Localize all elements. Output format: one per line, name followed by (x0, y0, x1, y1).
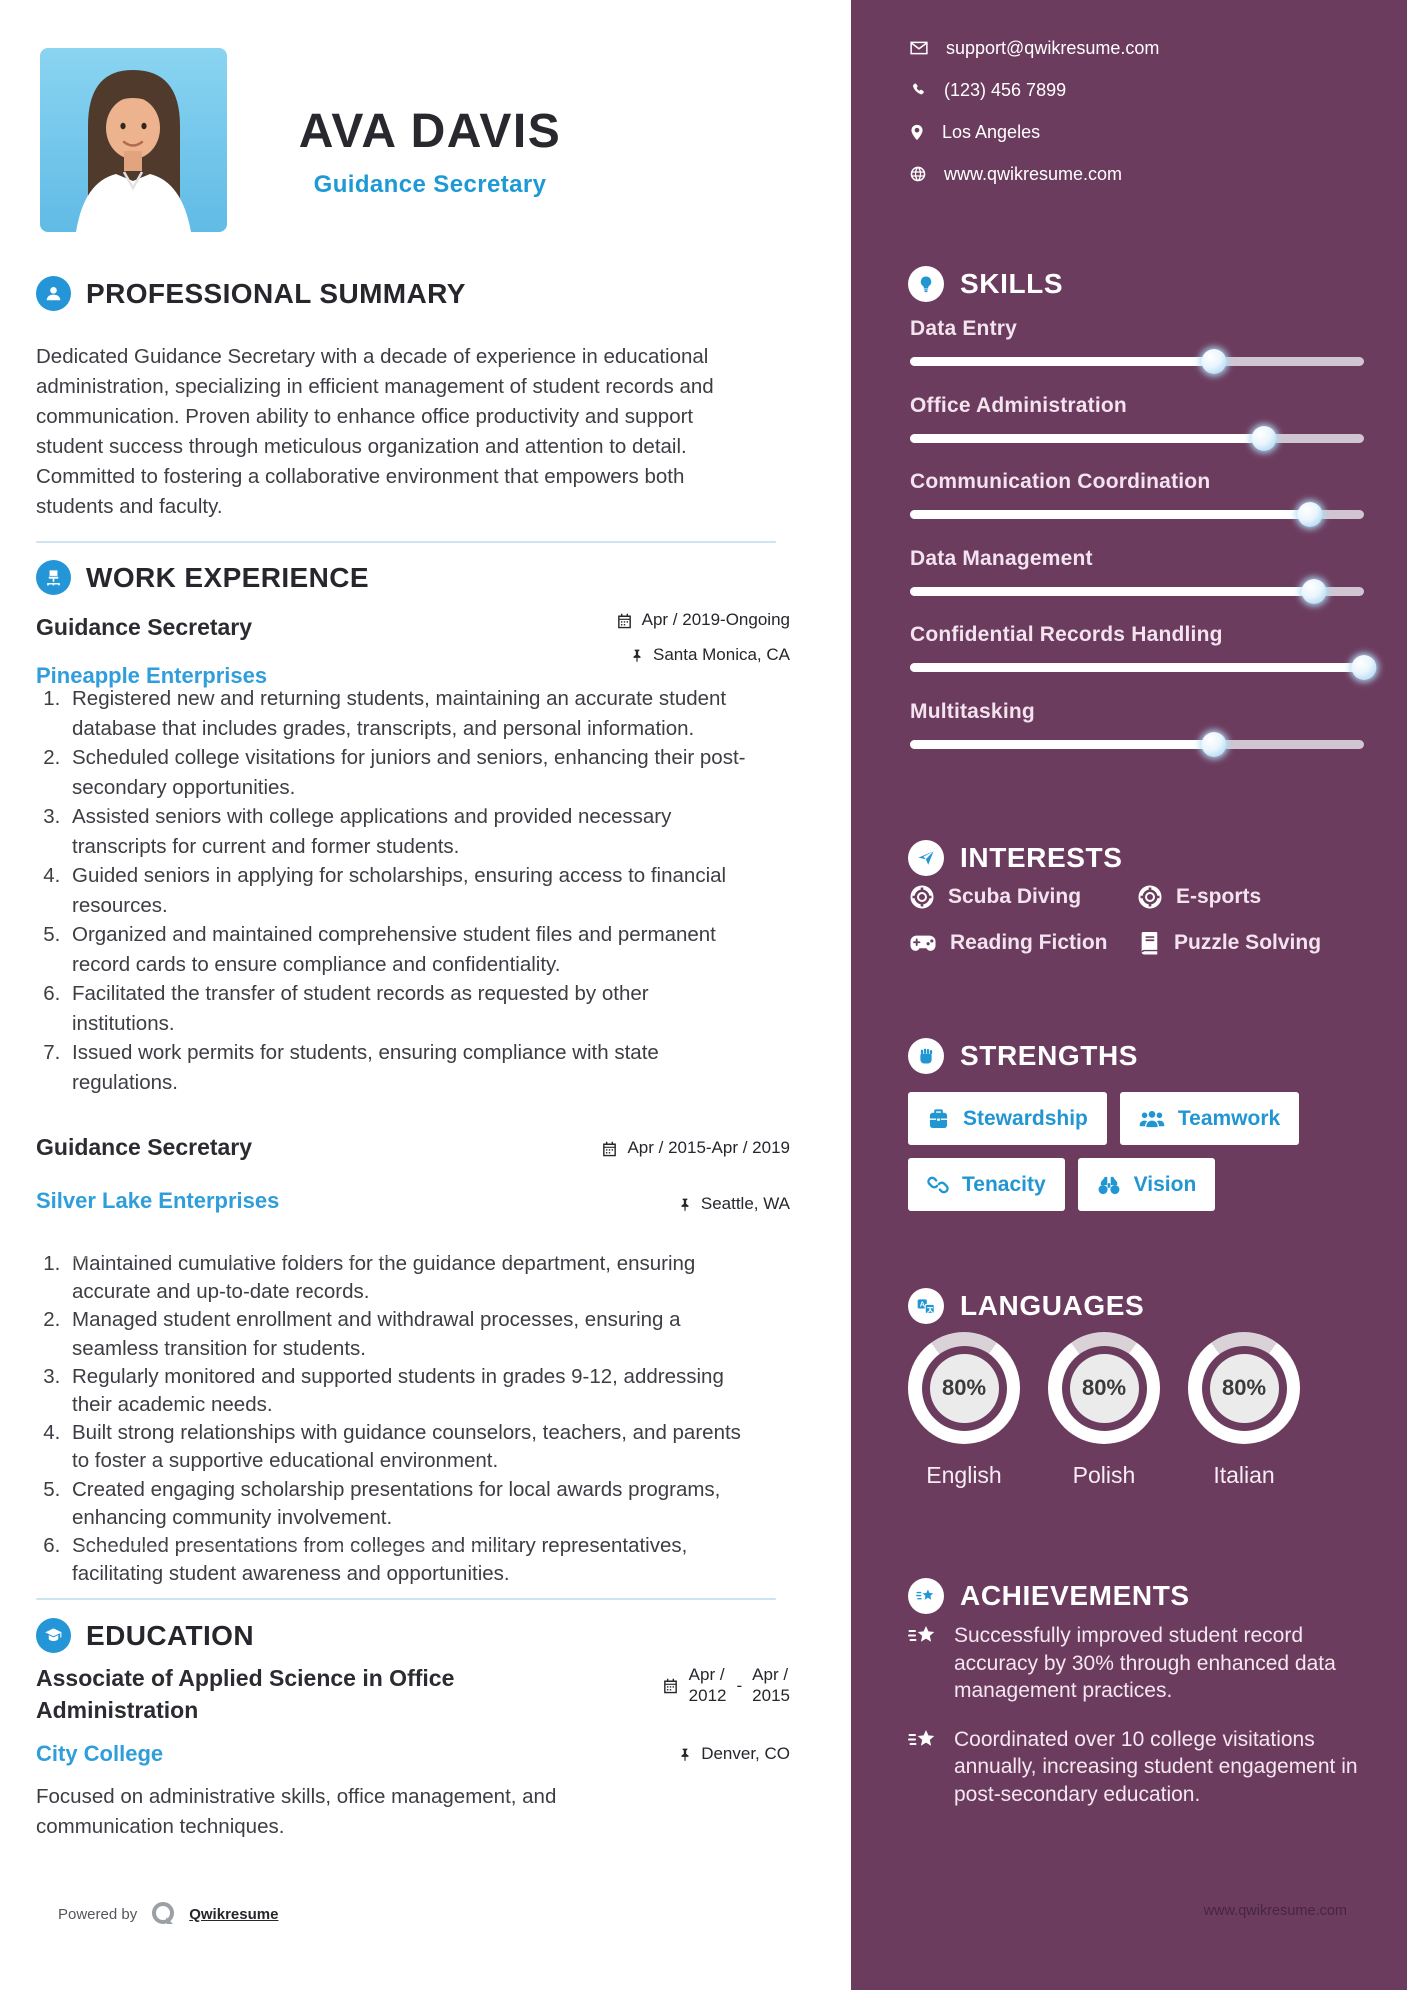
language-donut (908, 1332, 1020, 1444)
strength-chip (908, 1092, 1107, 1145)
edu-date-start-month: Apr / (688, 1665, 725, 1684)
section-divider (36, 1598, 776, 1600)
edu-date-end-month: Apr / (752, 1665, 789, 1684)
footer-website: www.qwikresume.com (1203, 1903, 1347, 1919)
skill-slider-fill (910, 740, 1214, 749)
interest-item (1138, 881, 1364, 913)
powered-by-label: Powered by (58, 1905, 138, 1923)
job-location-text: Santa Monica, CA (652, 645, 790, 664)
person-icon (36, 276, 71, 311)
job-bullet: 2. Managed student enrollment and withdrawal processes, ensuring a seamless transition for students. (66, 1306, 746, 1362)
contact-location: Los Angeles (942, 121, 1041, 142)
company-name: Silver Lake Enterprises (36, 1188, 280, 1213)
education-description: Focused on administrative skills, office management, and communication techniques. (36, 1785, 557, 1838)
job-date (601, 1138, 790, 1158)
achievement-item (908, 1726, 1368, 1809)
skills-list (910, 314, 1364, 773)
degree-title: Associate of Applied Science in Office Administration (36, 1665, 455, 1723)
summary-header (36, 276, 466, 311)
skill-slider-thumb (1202, 732, 1227, 757)
graduation-icon (36, 1618, 71, 1653)
language-item (908, 1332, 1020, 1489)
interests-heading: INTERESTS (960, 842, 1123, 873)
skill-item (910, 391, 1364, 468)
job-bullet: 4. Guided seniors in applying for scholarships, ensuring access to financial resources. (66, 861, 746, 920)
education-header (36, 1618, 254, 1653)
interest-label: E-sports (1176, 885, 1262, 908)
skill-slider-fill (910, 663, 1364, 672)
interest-label: Puzzle Solving (1174, 931, 1322, 954)
job-bullet: 5. Created engaging scholarship presentations for local awards programs, enhancing community involvement. (66, 1476, 746, 1532)
achievements-heading: ACHIEVEMENTS (960, 1580, 1190, 1611)
skill-label: Communication Coordination (910, 470, 1211, 493)
job-bullet-list (40, 1250, 746, 1588)
company-name: Pineapple Enterprises (36, 663, 268, 688)
footer-branding (58, 1900, 278, 1928)
language-percent: 80% (1081, 1375, 1127, 1400)
achievement-text: Coordinated over 10 college visitations annually, increasing student engagement in post-secondary education. (954, 1727, 1358, 1806)
briefcase-icon (927, 1108, 950, 1129)
interests-header (908, 840, 1123, 876)
interests-list (910, 881, 1364, 959)
strength-chip (1078, 1158, 1216, 1211)
calendar-icon (616, 612, 633, 629)
contact-email-row (910, 27, 1159, 69)
strength-label: Stewardship (963, 1106, 1088, 1130)
skill-slider-thumb (1302, 579, 1327, 604)
job-title: Guidance Secretary (36, 1134, 253, 1160)
contact-location-row (910, 111, 1159, 153)
location-pin-icon (910, 124, 924, 141)
skill-slider (910, 357, 1364, 366)
paper-plane-icon (908, 840, 944, 876)
skill-item (910, 314, 1364, 391)
education-location (678, 1744, 790, 1764)
achievements-header (908, 1578, 1190, 1614)
strengths-heading: STRENGTHS (960, 1040, 1139, 1071)
skill-item (910, 697, 1364, 774)
sidebar-divider (59, 1256, 513, 1259)
qwikresume-link[interactable]: Qwikresume (189, 1905, 279, 1923)
edu-date-end-year: 2015 (752, 1686, 790, 1705)
candidate-name: AVA DAVIS (298, 105, 562, 158)
skill-slider-fill (910, 357, 1214, 366)
strengths-header (908, 1038, 1138, 1074)
book-icon (1138, 931, 1160, 955)
skill-slider-fill (910, 587, 1314, 596)
job-bullet: 1. Registered new and returning students, maintaining an accurate student database that includes grades, transcripts, and personal information. (66, 684, 746, 743)
svg-text:A: A (919, 1300, 925, 1309)
skill-slider (910, 510, 1364, 519)
skill-label: Confidential Records Handling (910, 623, 1223, 646)
job-date (616, 610, 790, 630)
interest-label: Reading Fiction (950, 931, 1108, 954)
contact-phone-row (910, 69, 1159, 111)
team-icon (1139, 1109, 1165, 1129)
skill-item (910, 620, 1364, 697)
skill-slider-thumb (1352, 655, 1377, 680)
contact-email: support@qwikresume.com (946, 37, 1160, 58)
skill-slider (910, 663, 1364, 672)
life-ring-icon (1138, 885, 1162, 909)
job-title: Guidance Secretary (36, 614, 253, 640)
interest-item (910, 881, 1138, 913)
education-heading: EDUCATION (86, 1619, 254, 1651)
shooting-star-icon (908, 1624, 938, 1705)
pushpin-icon (678, 1197, 692, 1212)
edu-date-start-year: 2012 (688, 1686, 727, 1705)
job-bullet: 5. Organized and maintained comprehensive student files and permanent record cards to ensure compliance and confidentiality. (66, 920, 746, 979)
job-bullet: 6. Facilitated the transfer of student records as requested by other institutions. (66, 979, 746, 1038)
envelope-icon (910, 41, 928, 55)
skill-slider-thumb (1202, 349, 1227, 374)
interest-label: Scuba Diving (948, 885, 1082, 908)
job-bullet: 7. Issued work permits for students, ensuring compliance with state regulations. (66, 1038, 746, 1097)
life-ring-icon (910, 885, 934, 909)
skill-label: Data Management (910, 546, 1093, 570)
achievement-text: Successfully improved student record accuracy by 30% through enhanced data management practices. (954, 1624, 1336, 1702)
language-label: Italian (1213, 1462, 1275, 1488)
shooting-star-icon (908, 1728, 938, 1809)
sidebar-divider (59, 1546, 513, 1549)
job-date-text: Apr / 2015-Apr / 2019 (627, 1138, 790, 1157)
sidebar-divider (59, 1006, 513, 1009)
language-donut (1048, 1332, 1160, 1444)
education-dates (662, 1664, 790, 1706)
language-percent: 80% (941, 1375, 987, 1400)
calendar-icon (601, 1140, 618, 1157)
achievements-list (908, 1622, 1368, 1829)
skill-slider-fill (910, 510, 1310, 519)
job-bullet: 6. Scheduled presentations from colleges and military representatives, facilitating student awareness and opportunities. (66, 1532, 746, 1588)
skill-item (910, 467, 1364, 544)
chain-icon (927, 1174, 949, 1196)
job-bullet: 2. Scheduled college visitations for juniors and seniors, enhancing their post-secondary opportunities. (66, 743, 746, 802)
language-percent: 80% (1221, 1375, 1267, 1400)
sidebar-divider (59, 806, 513, 809)
pushpin-icon (630, 648, 644, 663)
translate-icon (908, 1288, 944, 1324)
strength-label: Vision (1133, 1172, 1197, 1196)
identity-block (195, 104, 665, 199)
skill-slider-thumb (1297, 502, 1322, 527)
strength-label: Tenacity (962, 1172, 1046, 1196)
qwikresume-logo (149, 1900, 177, 1928)
languages-list (908, 1332, 1300, 1489)
language-donut (1188, 1332, 1300, 1444)
skill-label: Office Administration (910, 393, 1127, 417)
skills-heading: SKILLS (960, 268, 1064, 299)
skill-item (910, 544, 1364, 621)
skill-slider (910, 740, 1364, 749)
skills-header (908, 266, 1063, 302)
skill-label: Data Entry (910, 317, 1018, 340)
work-header (36, 560, 369, 595)
skill-label: Multitasking (910, 699, 1035, 723)
job-location (630, 645, 790, 665)
summary-text: Dedicated Guidance Secretary with a decade of experience in educational administration, specializing in efficient management of student records and communication. Proven ability to enhance office productivity and support student success through meticulous organization and attention to detail. Committed to fostering a collaborative environment that empowers both students and faculty. (36, 345, 714, 518)
contact-website: www.qwikresume.com (944, 163, 1123, 184)
job-bullet: 3. Regularly monitored and supported students in grades 9-12, addressing their academic needs. (66, 1363, 746, 1419)
job-bullet-list (40, 684, 746, 1097)
calendar-icon (662, 1677, 679, 1694)
job-date-text: Apr / 2019-Ongoing (641, 610, 790, 629)
gamepad-icon (910, 934, 936, 952)
binoculars-icon (1097, 1175, 1121, 1195)
languages-header (908, 1288, 1144, 1324)
strength-chip (1120, 1092, 1299, 1145)
fist-icon (908, 1038, 944, 1074)
language-item (1188, 1332, 1300, 1489)
language-label: English (926, 1462, 1002, 1488)
language-item (1048, 1332, 1160, 1489)
education-location-text: Denver, CO (701, 1744, 790, 1763)
job-location (678, 1194, 790, 1214)
achievement-item (908, 1622, 1368, 1705)
languages-heading: LANGUAGES (960, 1290, 1145, 1321)
skill-slider (910, 434, 1364, 443)
contact-block (910, 27, 1159, 195)
job-bullet: 3. Assisted seniors with college applications and provided necessary transcripts for current and former students. (66, 802, 746, 861)
school-name: City College (36, 1741, 164, 1766)
globe-icon (910, 166, 926, 182)
strength-chip (908, 1158, 1065, 1211)
phone-icon (910, 82, 926, 98)
section-divider (36, 541, 776, 543)
lightbulb-icon (908, 266, 944, 302)
shooting-star-icon (908, 1578, 944, 1614)
language-label: Polish (1072, 1462, 1136, 1488)
strength-label: Teamwork (1177, 1106, 1281, 1130)
work-heading: WORK EXPERIENCE (86, 561, 369, 593)
contact-website-row (910, 153, 1159, 195)
strengths-list (908, 1092, 1368, 1211)
job-bullet: 4. Built strong relationships with guidance counselors, teachers, and parents to foster a supportive educational environment. (66, 1419, 746, 1475)
skill-slider (910, 587, 1364, 596)
contact-phone: (123) 456 7899 (944, 79, 1067, 100)
pushpin-icon (678, 1747, 692, 1762)
skill-slider-fill (910, 434, 1264, 443)
interest-item (1138, 927, 1364, 959)
summary-heading: PROFESSIONAL SUMMARY (86, 277, 466, 309)
edu-date-separator: - (736, 1675, 743, 1695)
candidate-title: Guidance Secretary (313, 171, 547, 198)
job-location-text: Seattle, WA (700, 1194, 790, 1213)
skill-slider-thumb (1252, 426, 1277, 451)
job-bullet: 1. Maintained cumulative folders for the guidance department, ensuring accurate and up-to-date records. (66, 1250, 746, 1306)
office-chair-icon (36, 560, 71, 595)
interest-item (910, 927, 1138, 959)
